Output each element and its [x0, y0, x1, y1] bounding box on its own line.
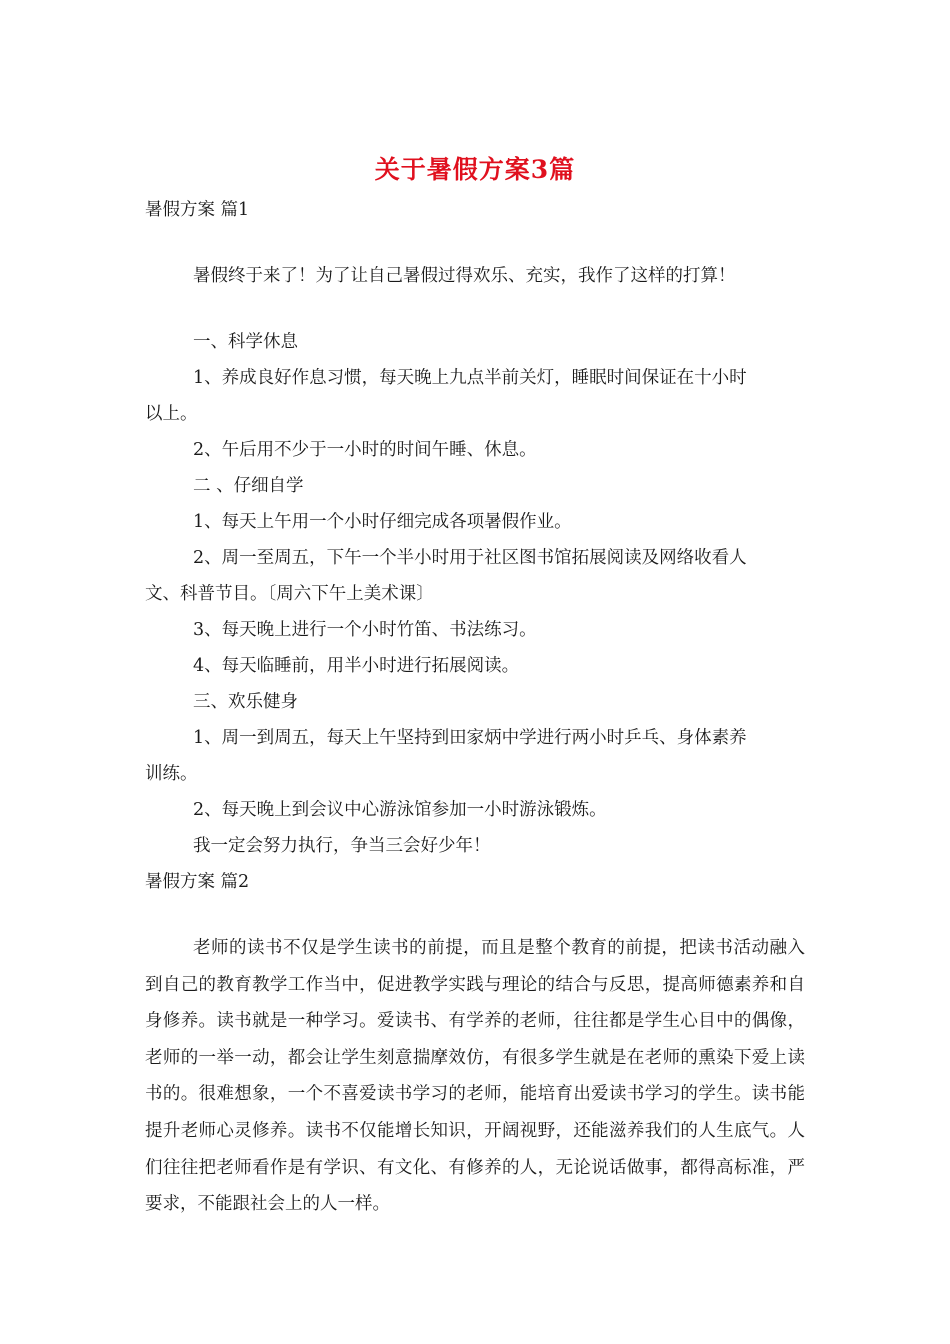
section1-line: 1、周一到周五，每天上午坚持到田家炳中学进行两小时乒乓、身体素养: [193, 728, 747, 748]
section1-line: 2、午后用不少于一小时的时间午睡、休息。: [193, 440, 537, 460]
section1-line: 1、养成良好作息习惯，每天晚上九点半前关灯，睡眠时间保证在十小时: [193, 368, 747, 388]
section1-line: 3、每天晚上进行一个小时竹笛、书法练习。: [193, 620, 537, 640]
section1-lines: [145, 324, 805, 864]
document-body: [145, 192, 805, 1223]
section1-line: 训练。: [145, 764, 198, 784]
section1-heading: 暑假方案 篇1: [145, 200, 250, 220]
section1-line: 1、每天上午用一个小时仔细完成各项暑假作业。: [193, 512, 572, 532]
section2-heading: 暑假方案 篇2: [145, 872, 250, 892]
section1-line: 2、每天晚上到会议中心游泳馆参加一小时游泳锻炼。: [193, 800, 607, 820]
section1-line: 文、科普节目。〔周六下午上美术课〕: [145, 584, 434, 604]
spacer: [145, 900, 805, 930]
section1-line: 4、每天临睡前，用半小时进行拓展阅读。: [193, 656, 520, 676]
section1-line: 以上。: [145, 404, 198, 424]
document-title: 关于暑假方案3篇: [374, 155, 576, 184]
section2-paragraph: 老师的读书不仅是学生读书的前提，而且是整个教育的前提，把读书活动融入到自己的教育教学工作当中，促进教学实践与理论的结合与反思，提高师德素养和自身修养。读书就是一种学习。爱读书、有学养的老师，往往都是学生心目中的偶像，老师的一举一动，都会让学生刻意揣摩效仿，有很多学生就是在老师的熏染下爱上读书的。很难想象，一个不喜爱读书学习的老师，能培育出爱读书学习的学生。读书能提升老师心灵修养。读书不仅能增长知识，开阔视野，还能滋养我们的人生底气。人们往往把老师看作是有学识、有文化、有修养的人，无论说话做事，都得高标准，严要求，不能跟社会上的人一样。: [145, 938, 805, 1215]
section1-line: 2、周一至周五，下午一个半小时用于社区图书馆拓展阅读及网络收看人: [193, 548, 747, 568]
section1-line: 我一定会努力执行，争当三会好少年！: [193, 836, 491, 856]
spacer: [145, 228, 805, 258]
section1-line: 三、欢乐健身: [193, 692, 298, 712]
spacer: [145, 294, 805, 324]
section1-line: 二 、仔细自学: [193, 476, 304, 496]
section1-intro: 暑假终于来了！为了让自己暑假过得欢乐、充实，我作了这样的打算！: [193, 266, 736, 286]
section1-line: 一、科学休息: [193, 332, 298, 352]
